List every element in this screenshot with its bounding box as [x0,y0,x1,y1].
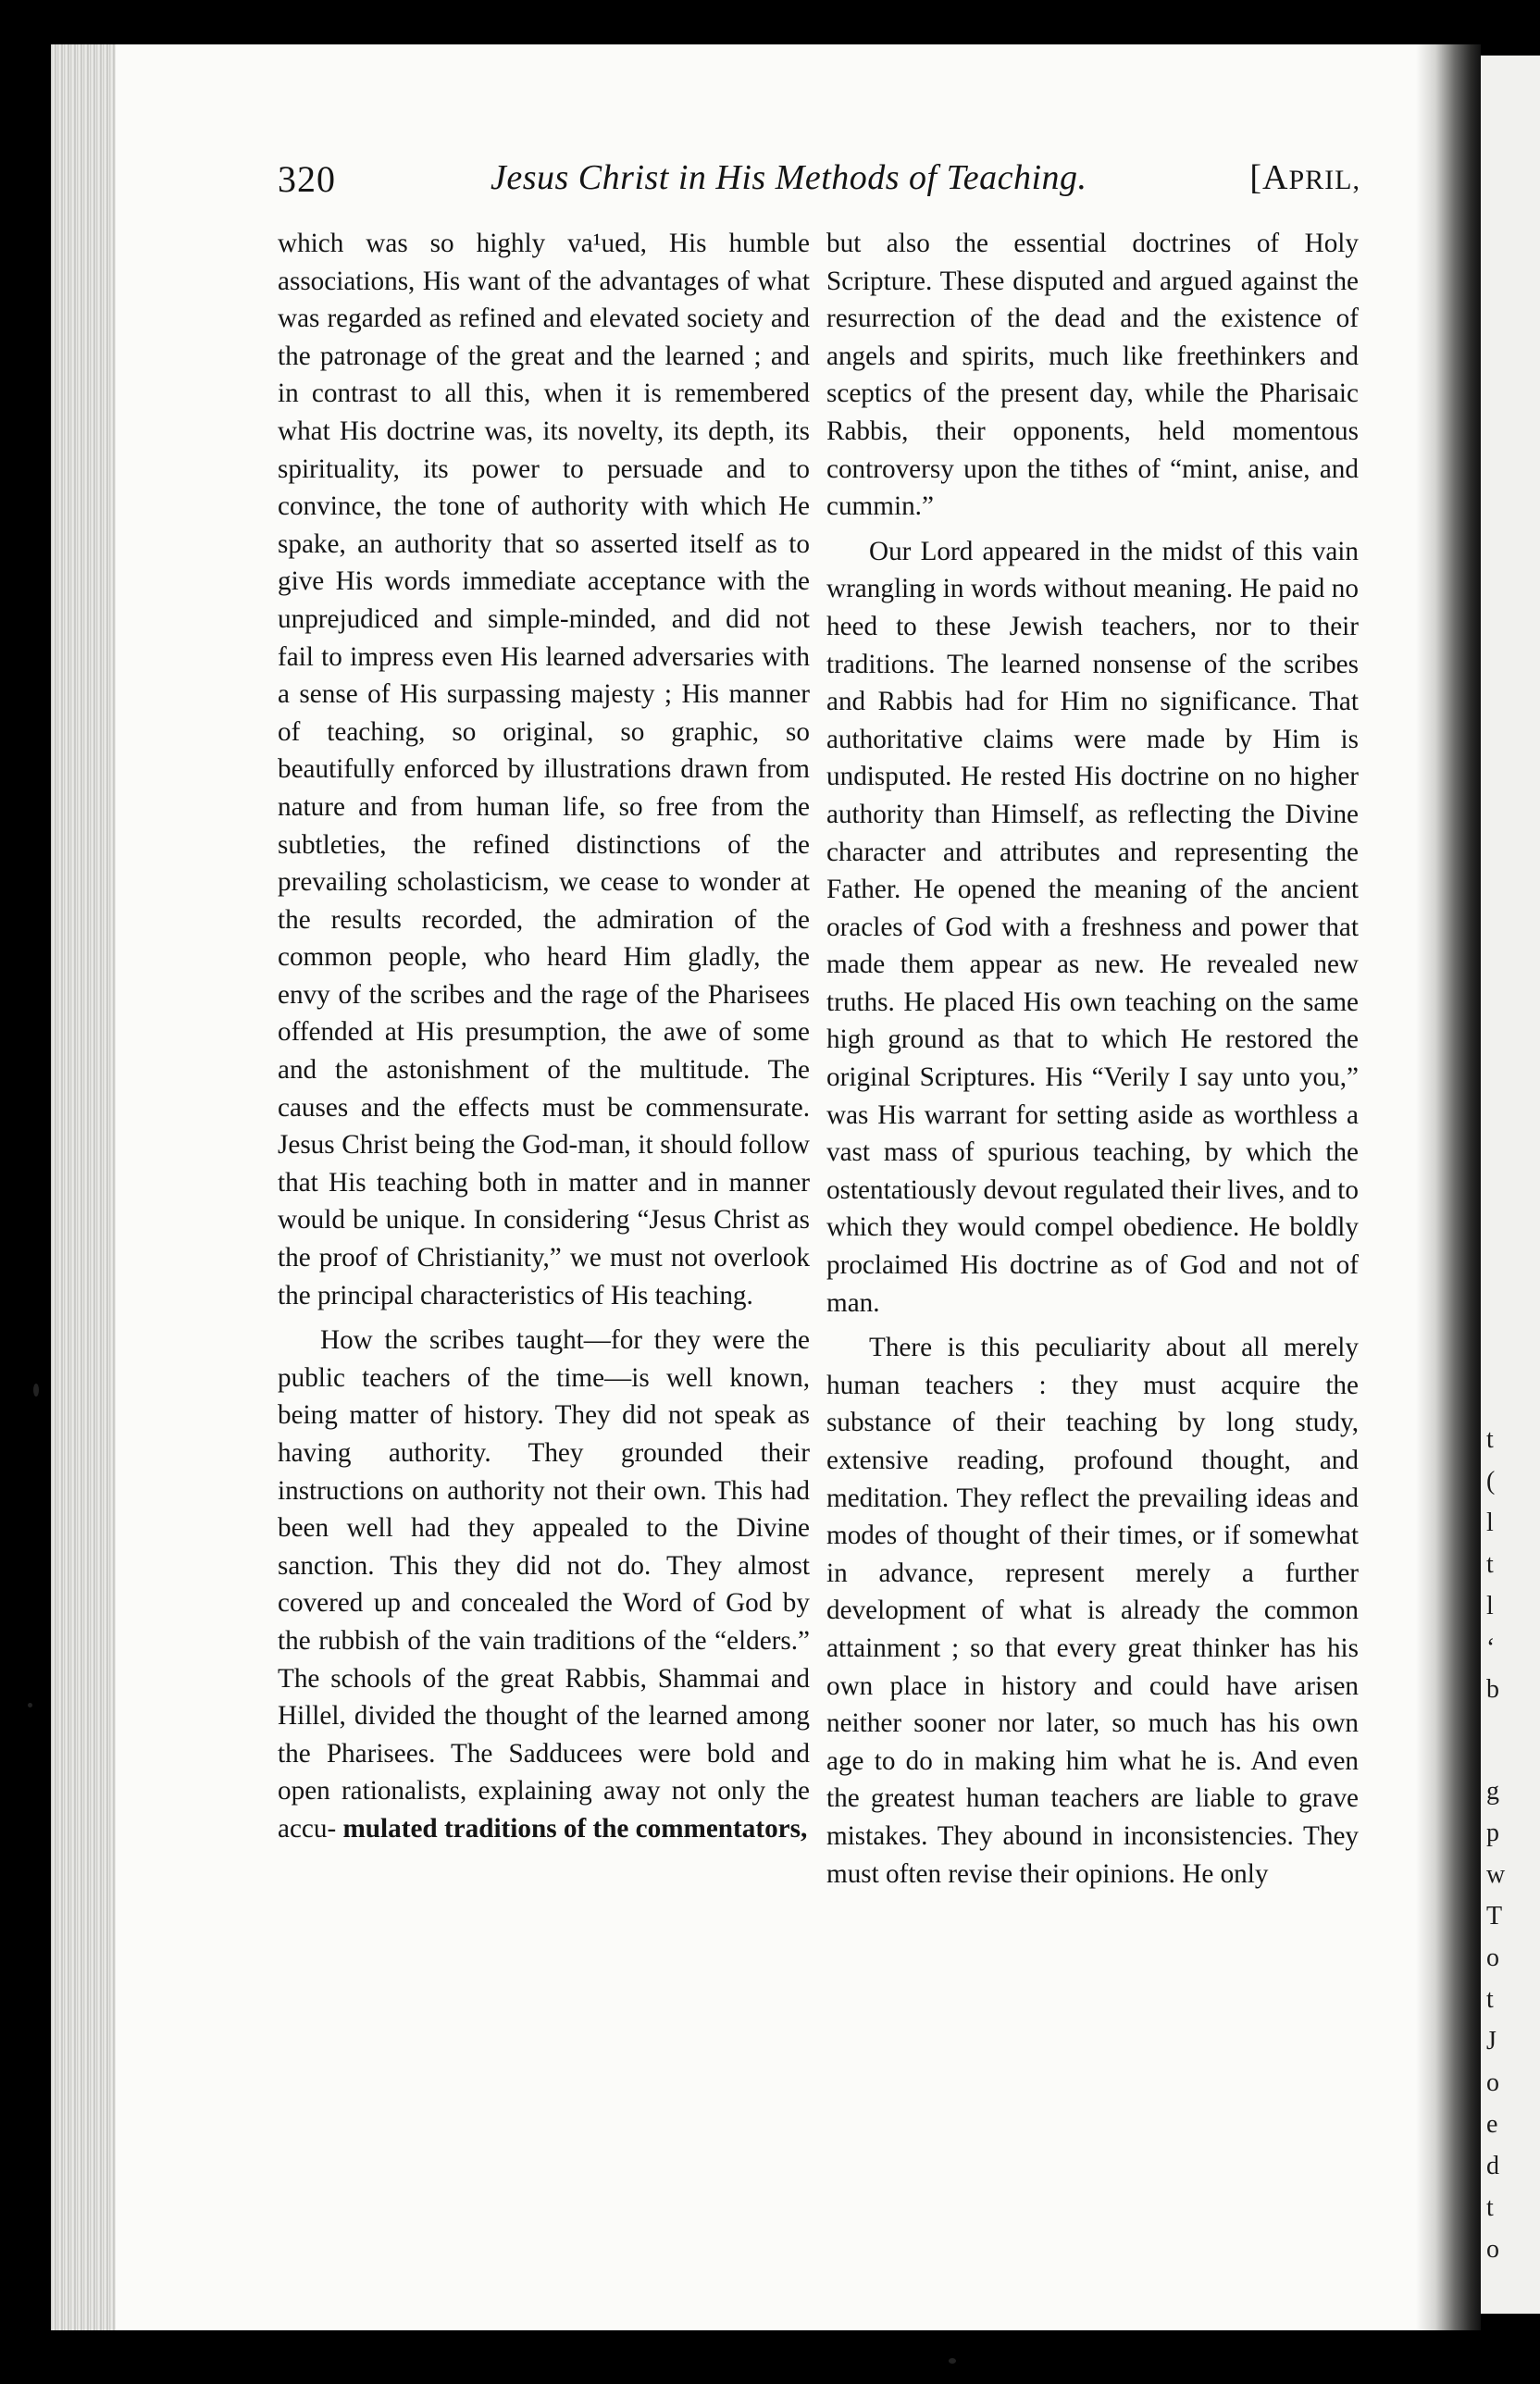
facing-page-fragment [1481,56,1540,2314]
facing-page-letter: o [1486,2235,1499,2264]
page-stack-edge [51,44,116,2330]
facing-page-letter: p [1486,1819,1499,1847]
facing-page-letter: o [1486,1943,1499,1972]
facing-page-letter: t [1486,2193,1494,2222]
page-number: 320 [278,158,336,200]
running-title: Jesus Christ in His Methods of Teaching. [491,158,1087,197]
facing-page-letter: o [1486,2068,1499,2097]
paragraph [278,1322,810,1847]
facing-page-letter: w [1486,1860,1506,1889]
facing-page-letter: ‘ [1486,1633,1496,1662]
month-initial: A [1262,158,1289,197]
facing-page-letter: l [1486,1592,1494,1620]
scan-speck [33,1384,39,1397]
paragraph-text: How the scribes taught—for they were the public teachers of the time—is well known, being matter of history. They did not speak as having authority. They grounded their instructions on authority not their own. This had been well had they appealed to the Divine sanction. This they did not do. They almost covered up and concealed the Word of God by the rubbish of the vain traditions of the “elders.” The schools of the great Rabbis, Shammai and Hillel, divided the thought of the learned among the Pharisees. The Sadducees were bold and open rationalists, explaining away not only the accu- [278,1325,810,1844]
paragraph: There is this peculiarity about all merely human teachers : they must acquire the substance of their teaching by long study, extensive reading, profound thought, and meditation. They reflect the prevailing ideas and modes of thought of their times, or if somewhat in advance, represent merely a further development of what is already the common attainment ; so that every great thinker has his own place in history and could have arisen neither sooner nor later, so much has his own age to do in making him what he is. And even the greatest human teachers are liable to grave mistakes. They abound in inconsistencies. They must often revise their opinions. He only [826,1333,1359,1889]
facing-page-letter: l [1486,1509,1494,1537]
running-header [278,157,1360,204]
facing-page-letter: g [1486,1777,1499,1806]
facing-page-letter: b [1486,1675,1499,1704]
facing-page-letter: d [1486,2152,1499,2180]
facing-page-letter: T [1486,1902,1503,1931]
paragraph: but also the essential doctrines of Holy Scripture. These disputed and argued against the resurrection of the dead and the existence of angels and spirits, much like freethinkers and sceptics of the present day, while the Pharisaic Rabbis, their opponents, held momentous controversy upon the tithes of “mint, anise, and cummin.” [826,229,1359,522]
paragraph: which was so highly va¹ued, His humble associations, His want of the advantages of what was regarded as refined and elevated society and the patronage of the great and the learned ; and in contrast to all this, when it is remembered what His doctrine was, its novelty, its depth, its spirituality, its power to persuade and to convince, the tone of authority with which He spake, an authority that so asserted itself as to give His words immediate acceptance with the unprejudiced and simple-minded, and did not fail to impress even His learned adversaries with a sense of His surpassing majesty ; His manner of teaching, so original, so graphic, so beautifully enforced by illustrations drawn from nature and from human life, so free from the subtleties, the refined distinctions of the prevailing scholasticism, we cease to wonder at the results recorded, the admiration of the common people, who heard Him gladly, the envy of the scribes and the rage of the Pharisees offended at His presumption, the awe of some and the astonishment of the multitude. The causes and the effects must be commensurate. Jesus Christ being the God-man, it should follow that His teaching both in matter and in manner would be unique. In considering “Jesus Christ as the proof of Christianity,” we must not overlook the principal characteristics of His teaching. [278,229,810,1310]
scan-speck [28,1703,32,1707]
paragraph: Our Lord appeared in the midst of this vain wrangling in words without meaning. He paid no heed to these Jewish teachers, nor to their traditions. The learned nonsense of the scribes and Rabbis had for Him no significance. That authoritative claims were made by Him is undisputed. He rested His doctrine on no higher authority than Himself, as reflecting the Divine character and attributes and representing the Father. He opened the meaning of the ancient oracles of God with a freshness and power that made them appear as new. He revealed new truths. He placed His own teaching on the same high ground as that to which He restored the original Scriptures. His “Verily I say unto you,” was His warrant for setting aside as worthless a vast mass of spurious teaching, by which the ostentatiously devout regulated their lives, and to which they would compel obedience. He boldly proclaimed His doctrine as of God and not of man. [826,536,1359,1318]
book-spine-shadow [1416,44,1481,2330]
month-small-caps: PRIL, [1288,165,1360,195]
issue-month [1249,157,1360,198]
facing-page-letter: t [1486,1550,1494,1579]
facing-page-letter: J [1486,2027,1497,2055]
facing-page-letter: t [1486,1425,1494,1454]
right-text-column [826,225,1359,1893]
month-bracket: [ [1249,158,1263,197]
left-text-column [278,225,810,1848]
facing-page-letter: t [1486,1985,1494,2014]
scan-speck [949,2358,956,2364]
facing-page-letter: e [1486,2110,1498,2139]
facing-page-letter: ( [1486,1467,1496,1496]
paragraph-last-line: mulated traditions of the commentators, [342,1813,808,1844]
